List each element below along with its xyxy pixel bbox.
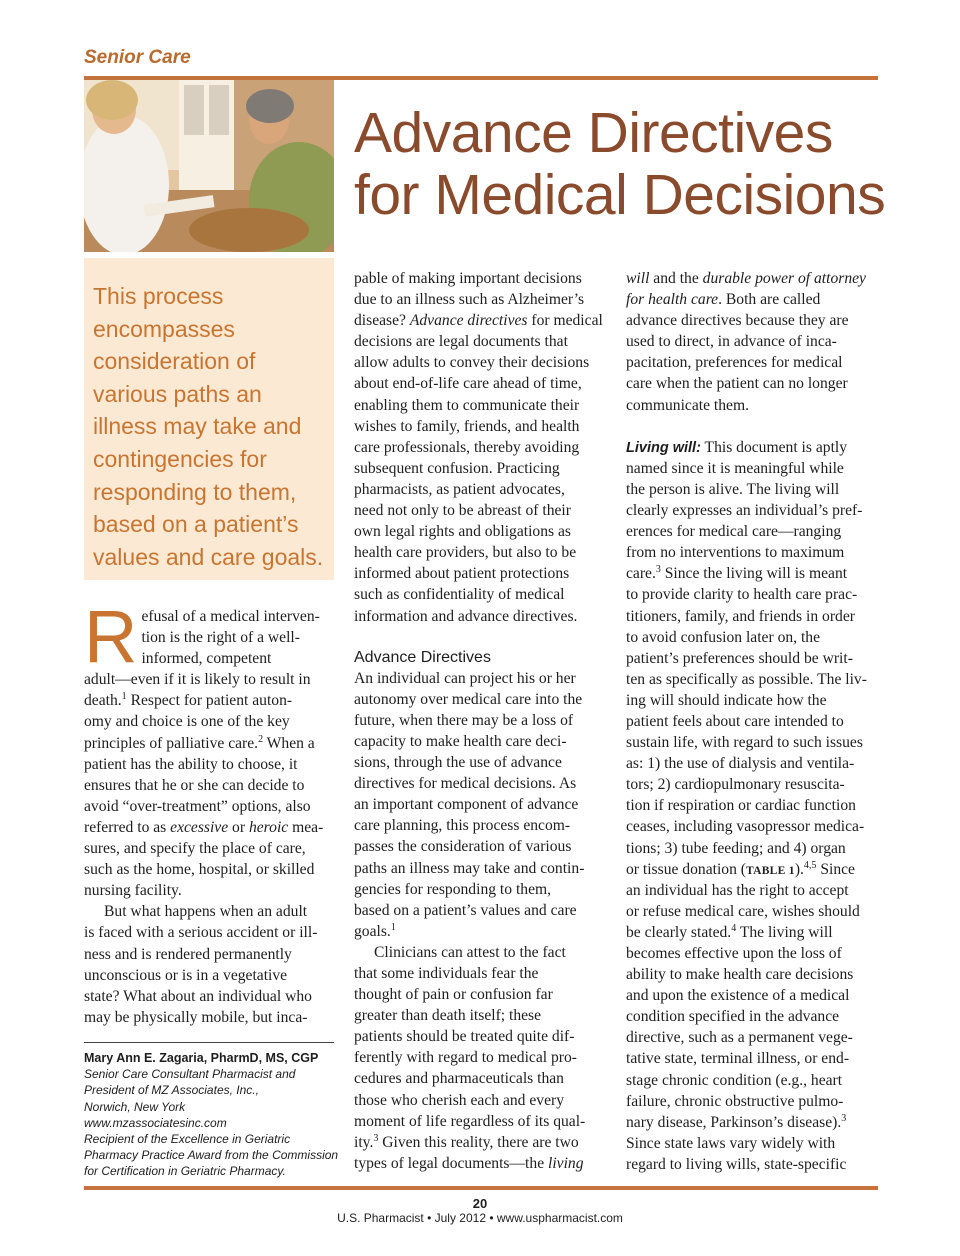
text-line: patients should be treated quite dif- [354, 1028, 575, 1046]
text-line: autonomy over medical care into the [354, 690, 583, 708]
section-label: Senior Care [84, 47, 191, 68]
text-line: pable of making important decisions [354, 270, 582, 287]
author-website: www.mzassociatesinc.com [84, 1115, 227, 1130]
text-line: sions, through the use of advance [354, 754, 562, 772]
text-line: directive, such as a permanent vege- [626, 1029, 853, 1047]
text-line: an individual has the right to accept [626, 881, 849, 899]
text-line: and upon the existence of a medical [626, 987, 850, 1005]
author-affiliation-line: for Certification in Geriatric Pharmacy. [84, 1164, 286, 1179]
article-title [354, 102, 894, 226]
text-line: for health care. Both are called [626, 291, 821, 309]
text-line: the person is alive. The living will [626, 480, 840, 498]
text-line: ing will should indicate how the [626, 691, 827, 709]
pull-quote-line: based on a patient’s [93, 511, 299, 538]
text-line: An individual can project his or her [354, 669, 576, 687]
text-line: informed, competent [141, 650, 272, 668]
spacer [626, 416, 878, 437]
author-affiliation-line: Senior Care Consultant Pharmacist and [84, 1067, 296, 1082]
article-photo [84, 80, 334, 252]
text-line: advance directives because they are [626, 312, 849, 330]
text-line: titioners, family, and friends in order [626, 607, 855, 625]
text-line: patient feels about care intended to [626, 712, 844, 730]
text-line: named since it is meaningful while [626, 459, 844, 477]
text-line: stage chronic condition (e.g., heart [626, 1071, 843, 1089]
text-line: gencies for responding to them, [354, 880, 552, 898]
text-line: cedures and pharmaceuticals than [354, 1070, 564, 1088]
text-line: becomes effective upon the loss of [626, 945, 842, 962]
text-line: ferently with regard to medical pro- [354, 1049, 577, 1067]
text-line: those who cherish each and every [354, 1091, 564, 1109]
text-line: own legal rights and obligations as [354, 523, 571, 541]
text-line: condition specified in the advance [626, 1008, 840, 1026]
text-line: due to an illness such as Alzheimer’s [354, 291, 585, 309]
text-line: such as confidentiality of medical [354, 586, 565, 604]
text-line: allow adults to convey their decisions [354, 354, 590, 372]
pull-quote-line: values and care goals. [93, 543, 324, 570]
text-line: ity.$^3$ Given this reality, there are two [354, 1132, 579, 1151]
author-affiliation-line: Recipient of the Excellence in Geriatric [84, 1132, 291, 1147]
text-line: moment of life regardless of its qual- [354, 1112, 586, 1130]
bottom-divider [84, 1186, 878, 1190]
text-line: sures, and specify the place of care, [84, 840, 306, 858]
text-line: nary disease, Parkinson’s disease).$^3$ [626, 1112, 847, 1131]
text-line: regard to living wills, state-specific [626, 1155, 847, 1173]
pull-quote-line: consideration of [93, 348, 256, 375]
text-line: principles of palliative care.$^2$ When a [84, 733, 315, 752]
text-line: unconscious or is in a vegetative [84, 966, 288, 984]
text-line: subsequent confusion. Practicing [354, 459, 560, 477]
body-column-3 [626, 268, 878, 1175]
text-line: state? What about an individual who [84, 987, 312, 1005]
body-column-2 [354, 268, 606, 1174]
text-line: referred to as excessive or heroic mea- [84, 818, 324, 836]
text-line: informed about patient protections [354, 565, 570, 583]
text-line: ability to make health care decisions [626, 966, 854, 984]
text-line: ness and is rendered permanently [84, 945, 292, 963]
text-line: erences for medical care—ranging [626, 523, 842, 541]
text-line: death.$^1$ Respect for patient auton- [84, 691, 293, 710]
text-line: nursing facility. [84, 882, 182, 900]
text-line: based on a patient’s values and care [354, 901, 577, 919]
author-affiliation-line: President of MZ Associates, Inc., [84, 1083, 259, 1098]
text-line: need not only to be abreast of their [354, 502, 571, 520]
page-footer [0, 1196, 960, 1226]
pull-quote-line: encompasses [93, 315, 235, 342]
title-line: for Medical Decisions [354, 163, 886, 227]
text-line: health care providers, but also to be [354, 544, 577, 562]
author-name: Mary Ann E. Zagaria, PharmD, MS, CGP [84, 1051, 319, 1065]
text-line: ensures that he or she can decide to [84, 776, 305, 794]
text-line: avoid “over-treatment” options, also [84, 797, 311, 815]
text-line: failure, chronic obstructive pulmo- [626, 1092, 844, 1110]
text-line: or tissue donation (TABLE 1).$^{4,5}$ Since [626, 859, 855, 878]
text-line: pacitation, preferences for medical [626, 354, 843, 372]
text-line: from no interventions to maximum [626, 544, 845, 562]
text-line: adult—even if it is likely to result in [84, 671, 311, 689]
text-line: clearly expresses an individual’s pref- [626, 502, 863, 520]
text-line: sustain life, with regard to such issues [626, 734, 863, 752]
pull-quote [93, 280, 333, 573]
text-line: ceases, including vasopressor medica- [626, 818, 865, 836]
pull-quote-line: responding to them, [93, 478, 297, 505]
text-line: communicate them. [626, 396, 749, 414]
author-affiliation-line: Norwich, New York [84, 1099, 186, 1114]
text-line: enabling them to communicate their [354, 396, 580, 414]
text-line: care.$^3$ Since the living will is meant [626, 564, 848, 583]
body-column-1 [84, 595, 334, 1028]
author-affiliation-line: Pharmacy Practice Award from the Commission [84, 1148, 339, 1163]
living-will-runin-head: Living will: [626, 439, 701, 456]
text-line: disease? Advance directives for medical [354, 312, 603, 330]
text-line: wishes to family, friends, and health [354, 417, 580, 435]
pull-quote-line: illness may take and [93, 413, 302, 440]
text-line: care professionals, thereby avoiding [354, 438, 580, 456]
text-line: tions; 3) tube feeding; and 4) organ [626, 839, 846, 857]
text-line: directives for medical decisions. As [354, 775, 577, 793]
text-line: will and the durable power of attorney [626, 270, 866, 287]
text-line: to avoid confusion later on, the [626, 628, 821, 646]
text-line: is faced with a serious accident or ill- [84, 924, 318, 942]
text-line: used to direct, in advance of inca- [626, 333, 837, 351]
text-line: thought of pain or confusion far [354, 986, 553, 1004]
text-line: patient’s preferences should be writ- [626, 649, 853, 667]
text-line: care when the patient can no longer [626, 375, 848, 393]
text-line: Living will: This document is aptly [626, 438, 848, 456]
text-line: capacity to make health care deci- [354, 732, 567, 750]
text-line: that some individuals fear the [354, 965, 539, 982]
text-line: may be physically mobile, but inca- [84, 1008, 308, 1026]
publication-line: U.S. Pharmacist • July 2012 • www.uspharmacist.com [337, 1211, 623, 1225]
text-line: tion is the right of a well- [141, 629, 300, 647]
pull-quote-line: various paths an [93, 380, 262, 407]
pull-quote-line: This process [93, 283, 224, 309]
author-divider [84, 1042, 334, 1043]
spacer [354, 627, 606, 647]
text-line: care planning, this process encom- [354, 817, 571, 835]
text-line: passes the consideration of various [354, 838, 572, 856]
text-line: But what happens when an adult [104, 903, 308, 921]
text-line: such as the home, hospital, or skilled [84, 861, 315, 879]
pull-quote-line: contingencies for [93, 445, 267, 472]
title-line: Advance Directives [354, 101, 833, 165]
text-line: omy and choice is one of the key [84, 713, 290, 731]
dropcap: R [84, 595, 138, 678]
text-line: tors; 2) cardiopulmonary resuscita- [626, 776, 845, 794]
text-line: patient has the ability to choose, it [84, 755, 298, 773]
table-reference-link[interactable]: TABLE 1 [745, 864, 795, 877]
text-line: efusal of a medical interven- [141, 608, 320, 625]
text-line: as: 1) the use of dialysis and ventila- [626, 755, 855, 773]
text-line: tion if respiration or cardiac function [626, 797, 856, 815]
text-line: future, when there may be a loss of [354, 711, 574, 729]
dropcap-paragraph [84, 595, 334, 678]
text-line: Clinicians can attest to the fact [374, 943, 566, 961]
text-line: or refuse medical care, wishes should [626, 902, 860, 920]
text-line: pharmacists, as patient advocates, [354, 480, 565, 498]
text-line: information and advance directives. [354, 607, 578, 625]
text-line: decisions are legal documents that [354, 333, 568, 351]
text-line: greater than death itself; these [354, 1007, 542, 1025]
section-heading: Advance Directives [354, 648, 491, 666]
text-line: ten as specifically as possible. The liv- [626, 670, 867, 688]
text-line: an important component of advance [354, 796, 579, 814]
page-number: 20 [472, 1196, 488, 1211]
text-line: Since state laws vary widely with [626, 1134, 836, 1152]
text-line: be clearly stated.$^4$ The living will [626, 922, 833, 941]
text-line: about end-of-life care ahead of time, [354, 375, 582, 393]
text-line: goals.$^1$ [354, 921, 396, 940]
text-line: types of legal documents—the living [354, 1154, 584, 1172]
text-line: to provide clarity to health care prac- [626, 586, 858, 604]
author-bio [84, 1050, 339, 1180]
text-line: tative state, terminal illness, or end- [626, 1050, 850, 1068]
text-line: paths an illness may take and contin- [354, 859, 585, 877]
